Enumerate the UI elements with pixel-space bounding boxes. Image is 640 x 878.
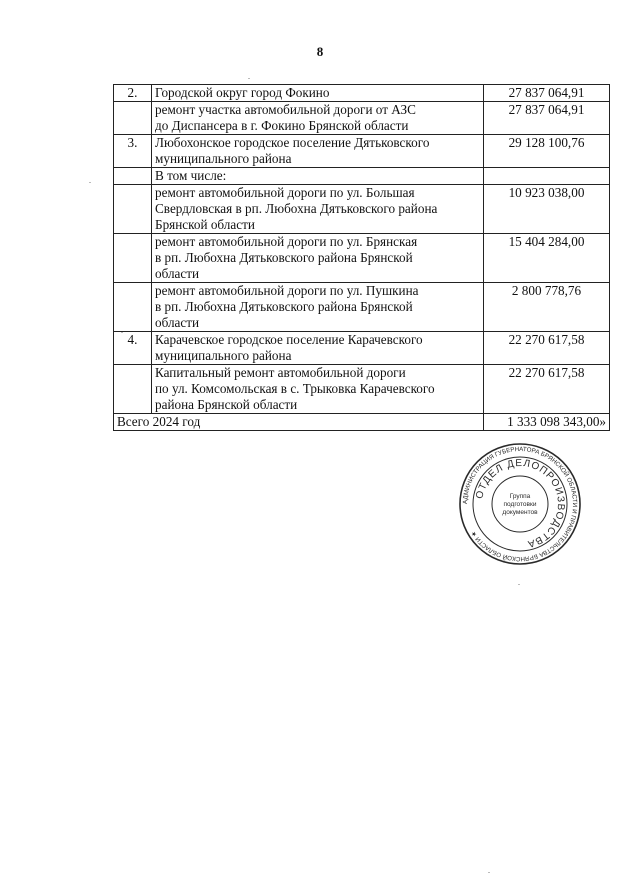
total-label: Всего 2024 год xyxy=(114,414,484,431)
row-description-cell xyxy=(152,283,484,332)
table-row xyxy=(114,365,610,414)
table-row xyxy=(114,85,610,102)
row-amount-cell: 22 270 617,58 xyxy=(484,365,610,414)
description-line: по ул. Комсомольская в с. Трыковка Карачевского xyxy=(155,381,435,396)
row-description-cell xyxy=(152,102,484,135)
description-line: муниципального района xyxy=(155,151,292,166)
row-number-cell: 2. xyxy=(114,85,152,102)
scan-speck xyxy=(89,182,91,183)
row-number-cell xyxy=(114,283,152,332)
description-line: Капитальный ремонт автомобильной дороги xyxy=(155,365,406,380)
total-amount: 1 333 098 343,00» xyxy=(484,414,610,431)
row-amount-cell: 27 837 064,91 xyxy=(484,85,610,102)
description-line: в рп. Любохна Дятьковского района Брянской xyxy=(155,250,413,265)
row-number-cell xyxy=(114,234,152,283)
funding-table-body xyxy=(114,85,610,431)
row-amount-cell: 29 128 100,76 xyxy=(484,135,610,168)
description-line: района Брянской области xyxy=(155,397,298,412)
row-number-cell xyxy=(114,102,152,135)
stamp-outer-ring-text: АДМИНИСТРАЦИЯ ГУБЕРНАТОРА БРЯНСКОЙ ОБЛАСТИ И ПРАВИТЕЛЬСТВА БРЯНСКОЙ ОБЛАСТИ ★ xyxy=(461,445,579,563)
row-amount-cell: 15 404 284,00 xyxy=(484,234,610,283)
row-amount-cell: 27 837 064,91 xyxy=(484,102,610,135)
table-row xyxy=(114,185,610,234)
description-line: муниципального района xyxy=(155,348,292,363)
row-description-cell xyxy=(152,85,484,102)
description-line: области xyxy=(155,315,200,330)
row-description-cell xyxy=(152,135,484,168)
table-row xyxy=(114,168,610,185)
table-row xyxy=(114,102,610,135)
description-line: ремонт автомобильной дороги по ул. Большая xyxy=(155,185,415,200)
office-seal-stamp xyxy=(458,442,582,566)
stamp-inner-ring-text: ОТДЕЛ ДЕЛОПРОИЗВОДСТВА xyxy=(474,457,567,550)
row-number-cell xyxy=(114,168,152,185)
scan-speck xyxy=(121,332,123,333)
description-line: Свердловская в рп. Любохна Дятьковского района xyxy=(155,201,438,216)
description-line: ремонт автомобильной дороги по ул. Брянская xyxy=(155,234,418,249)
row-number-cell: 4. xyxy=(114,332,152,365)
row-amount-cell: 22 270 617,58 xyxy=(484,332,610,365)
stamp-center-line: подготовки xyxy=(503,501,537,508)
row-description-cell xyxy=(152,234,484,283)
page-number: 8 xyxy=(316,44,324,59)
description-line: Брянской области xyxy=(155,217,255,232)
stamp-center-line: Группа xyxy=(509,493,531,500)
row-description-cell xyxy=(152,185,484,234)
table-row xyxy=(114,332,610,365)
description-line: в рп. Любохна Дятьковского района Брянской xyxy=(155,299,413,314)
row-amount-cell: 2 800 778,76 xyxy=(484,283,610,332)
description-line: Карачевское городское поселение Карачевского xyxy=(155,332,423,347)
table-row xyxy=(114,283,610,332)
row-number-cell xyxy=(114,365,152,414)
funding-table xyxy=(113,84,610,431)
row-number-cell: 3. xyxy=(114,135,152,168)
table-row xyxy=(114,234,610,283)
row-amount-cell: 10 923 038,00 xyxy=(484,185,610,234)
table-row xyxy=(114,135,610,168)
description-line: Любохонское городское поселение Дятьковского xyxy=(155,135,430,150)
total-row xyxy=(114,414,610,431)
row-amount-cell xyxy=(484,168,610,185)
description-line: ремонт автомобильной дороги по ул. Пушкина xyxy=(155,283,419,298)
row-description-cell xyxy=(152,168,484,185)
description-line: Городской округ город Фокино xyxy=(155,85,330,100)
scan-speck xyxy=(488,872,490,873)
description-line: В том числе: xyxy=(155,168,227,183)
description-line: области xyxy=(155,266,200,281)
row-description-cell xyxy=(152,332,484,365)
row-number-cell xyxy=(114,185,152,234)
scan-speck xyxy=(248,78,250,79)
description-line: ремонт участка автомобильной дороги от АЗС xyxy=(155,102,416,117)
stamp-center-line: документов xyxy=(502,509,538,516)
row-description-cell xyxy=(152,365,484,414)
description-line: до Диспансера в г. Фокино Брянской области xyxy=(155,118,409,133)
scan-speck xyxy=(518,584,520,585)
